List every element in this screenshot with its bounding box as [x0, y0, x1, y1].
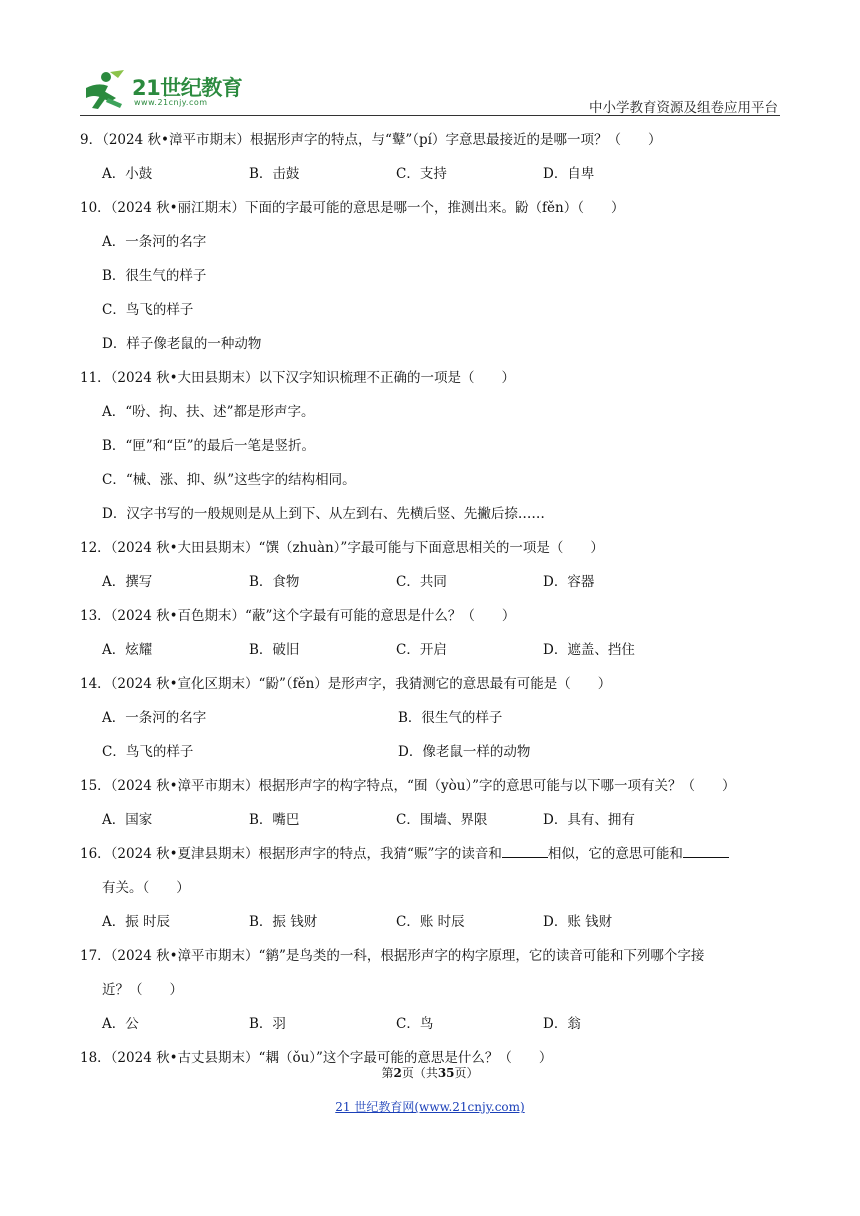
option: A．撰写 — [102, 574, 153, 590]
option: A．一条河的名字 — [102, 234, 207, 250]
option: C．共同 — [396, 574, 447, 590]
option: B．很生气的样子 — [398, 710, 503, 726]
question-12: 12．（2024 秋•大田县期末）“馔（zhuàn）”字最可能与下面意思相关的一项是（ ） — [80, 540, 604, 556]
option: B．嘴巴 — [249, 812, 300, 828]
options-9 — [80, 157, 780, 191]
option: D．翁 — [543, 1016, 581, 1032]
options-13 — [80, 633, 780, 667]
question-15: 15．（2024 秋•漳平市期末）根据形声字的构字特点，“囿（yòu）”字的意思可能与以下哪一项有关？（ ） — [80, 778, 736, 794]
header-divider — [80, 115, 780, 116]
option: C．鸟飞的样子 — [102, 744, 194, 760]
option: C．账 时辰 — [396, 914, 465, 930]
option: A．一条河的名字 — [102, 710, 207, 726]
question-17-cont: 近？（ ） — [102, 982, 183, 998]
option: C．开启 — [396, 642, 447, 658]
page-mid: 页（共 — [401, 1066, 438, 1080]
logo-url: www.21cnjy.com — [134, 98, 208, 107]
question-17: 17．（2024 秋•漳平市期末）“鹟”是鸟类的一科，根据形声字的构字原理，它的读音可能和下列哪个字接 — [80, 948, 705, 964]
question-16-stem-b: 相似，它的意思可能和 — [547, 846, 683, 862]
option: D．像老鼠一样的动物 — [398, 744, 531, 760]
option: C．围墙、界限 — [396, 812, 488, 828]
page-header — [80, 68, 780, 114]
question-14: 14．（2024 秋•宣化区期末）“鼢”（fěn）是形声字，我猜测它的意思最有可能是（ ） — [80, 676, 612, 692]
logo — [80, 68, 250, 112]
option: A．振 时辰 — [102, 914, 171, 930]
page-prefix: 第 — [381, 1066, 394, 1080]
question-16-stem-a: 16．（2024 秋•夏津县期末）根据形声字的特点，我猜“赈”字的读音和 — [80, 846, 502, 862]
question-16 — [80, 837, 780, 871]
option: B．很生气的样子 — [102, 268, 207, 284]
option: A．公 — [102, 1016, 139, 1032]
option: D．账 钱财 — [543, 914, 613, 930]
question-16-cont: 有关。（ ） — [102, 880, 190, 896]
option: D．容器 — [543, 574, 595, 590]
option: B．食物 — [249, 574, 300, 590]
options-12 — [80, 565, 780, 599]
option: C．支持 — [396, 166, 447, 182]
question-18: 18．（2024 秋•古丈县期末）“耦（ǒu）”这个字最可能的意思是什么？（ ） — [80, 1050, 553, 1066]
question-list — [80, 123, 780, 1075]
options-17 — [80, 1007, 780, 1041]
answer-blank[interactable] — [502, 843, 548, 858]
question-9: 9．（2024 秋•漳平市期末）根据形声字的特点，与“鼙”（pí）字意思最接近的是哪一项？（ ） — [80, 132, 662, 148]
page-suffix: 页） — [454, 1066, 479, 1080]
question-11: 11．（2024 秋•大田县期末）以下汉字知识梳理不正确的一项是（ ） — [80, 370, 516, 386]
page-number — [0, 1064, 860, 1081]
question-10: 10．（2024 秋•丽江期末）下面的字最可能的意思是哪一个，推测出来。鼢（fěn）（ ） — [80, 200, 625, 216]
option: D．遮盖、挡住 — [543, 642, 635, 658]
total-pages: 35 — [437, 1066, 455, 1080]
option: B．振 钱财 — [249, 914, 318, 930]
option: D．具有、拥有 — [543, 812, 635, 828]
option: C．鸟 — [396, 1016, 434, 1032]
option: D．自卑 — [543, 166, 595, 182]
option: D．汉字书写的一般规则是从上到下、从左到右、先横后竖、先撇后捺…… — [102, 506, 545, 522]
options-14-row-2 — [80, 735, 780, 769]
option: A．“吩、拘、扶、述”都是形声字。 — [102, 404, 315, 420]
option: A．国家 — [102, 812, 153, 828]
option: C．鸟飞的样子 — [102, 302, 194, 318]
options-15 — [80, 803, 780, 837]
platform-name: 中小学教育资源及组卷应用平台 — [589, 100, 778, 116]
option: C．“械、涨、抑、纵”这些字的结构相同。 — [102, 472, 356, 488]
option: B．破旧 — [249, 642, 300, 658]
option: B．击鼓 — [249, 166, 300, 182]
answer-blank[interactable] — [683, 843, 729, 858]
option: A．小鼓 — [102, 166, 153, 182]
footer-site-link[interactable]: 21 世纪教育网(www.21cnjy.com) — [335, 1100, 525, 1114]
option: A．炫耀 — [102, 642, 153, 658]
options-14-row-1 — [80, 701, 780, 735]
logo-text: 21世纪教育 — [132, 76, 243, 100]
option: B．羽 — [249, 1016, 286, 1032]
options-16 — [80, 905, 780, 939]
option: D．样子像老鼠的一种动物 — [102, 336, 262, 352]
current-page: 2 — [393, 1066, 402, 1080]
question-13: 13．（2024 秋•百色期末）“蔽”这个字最有可能的意思是什么？（ ） — [80, 608, 516, 624]
option: B．“匣”和“臣”的最后一笔是竖折。 — [102, 438, 316, 454]
runner-logo-icon — [80, 68, 136, 112]
